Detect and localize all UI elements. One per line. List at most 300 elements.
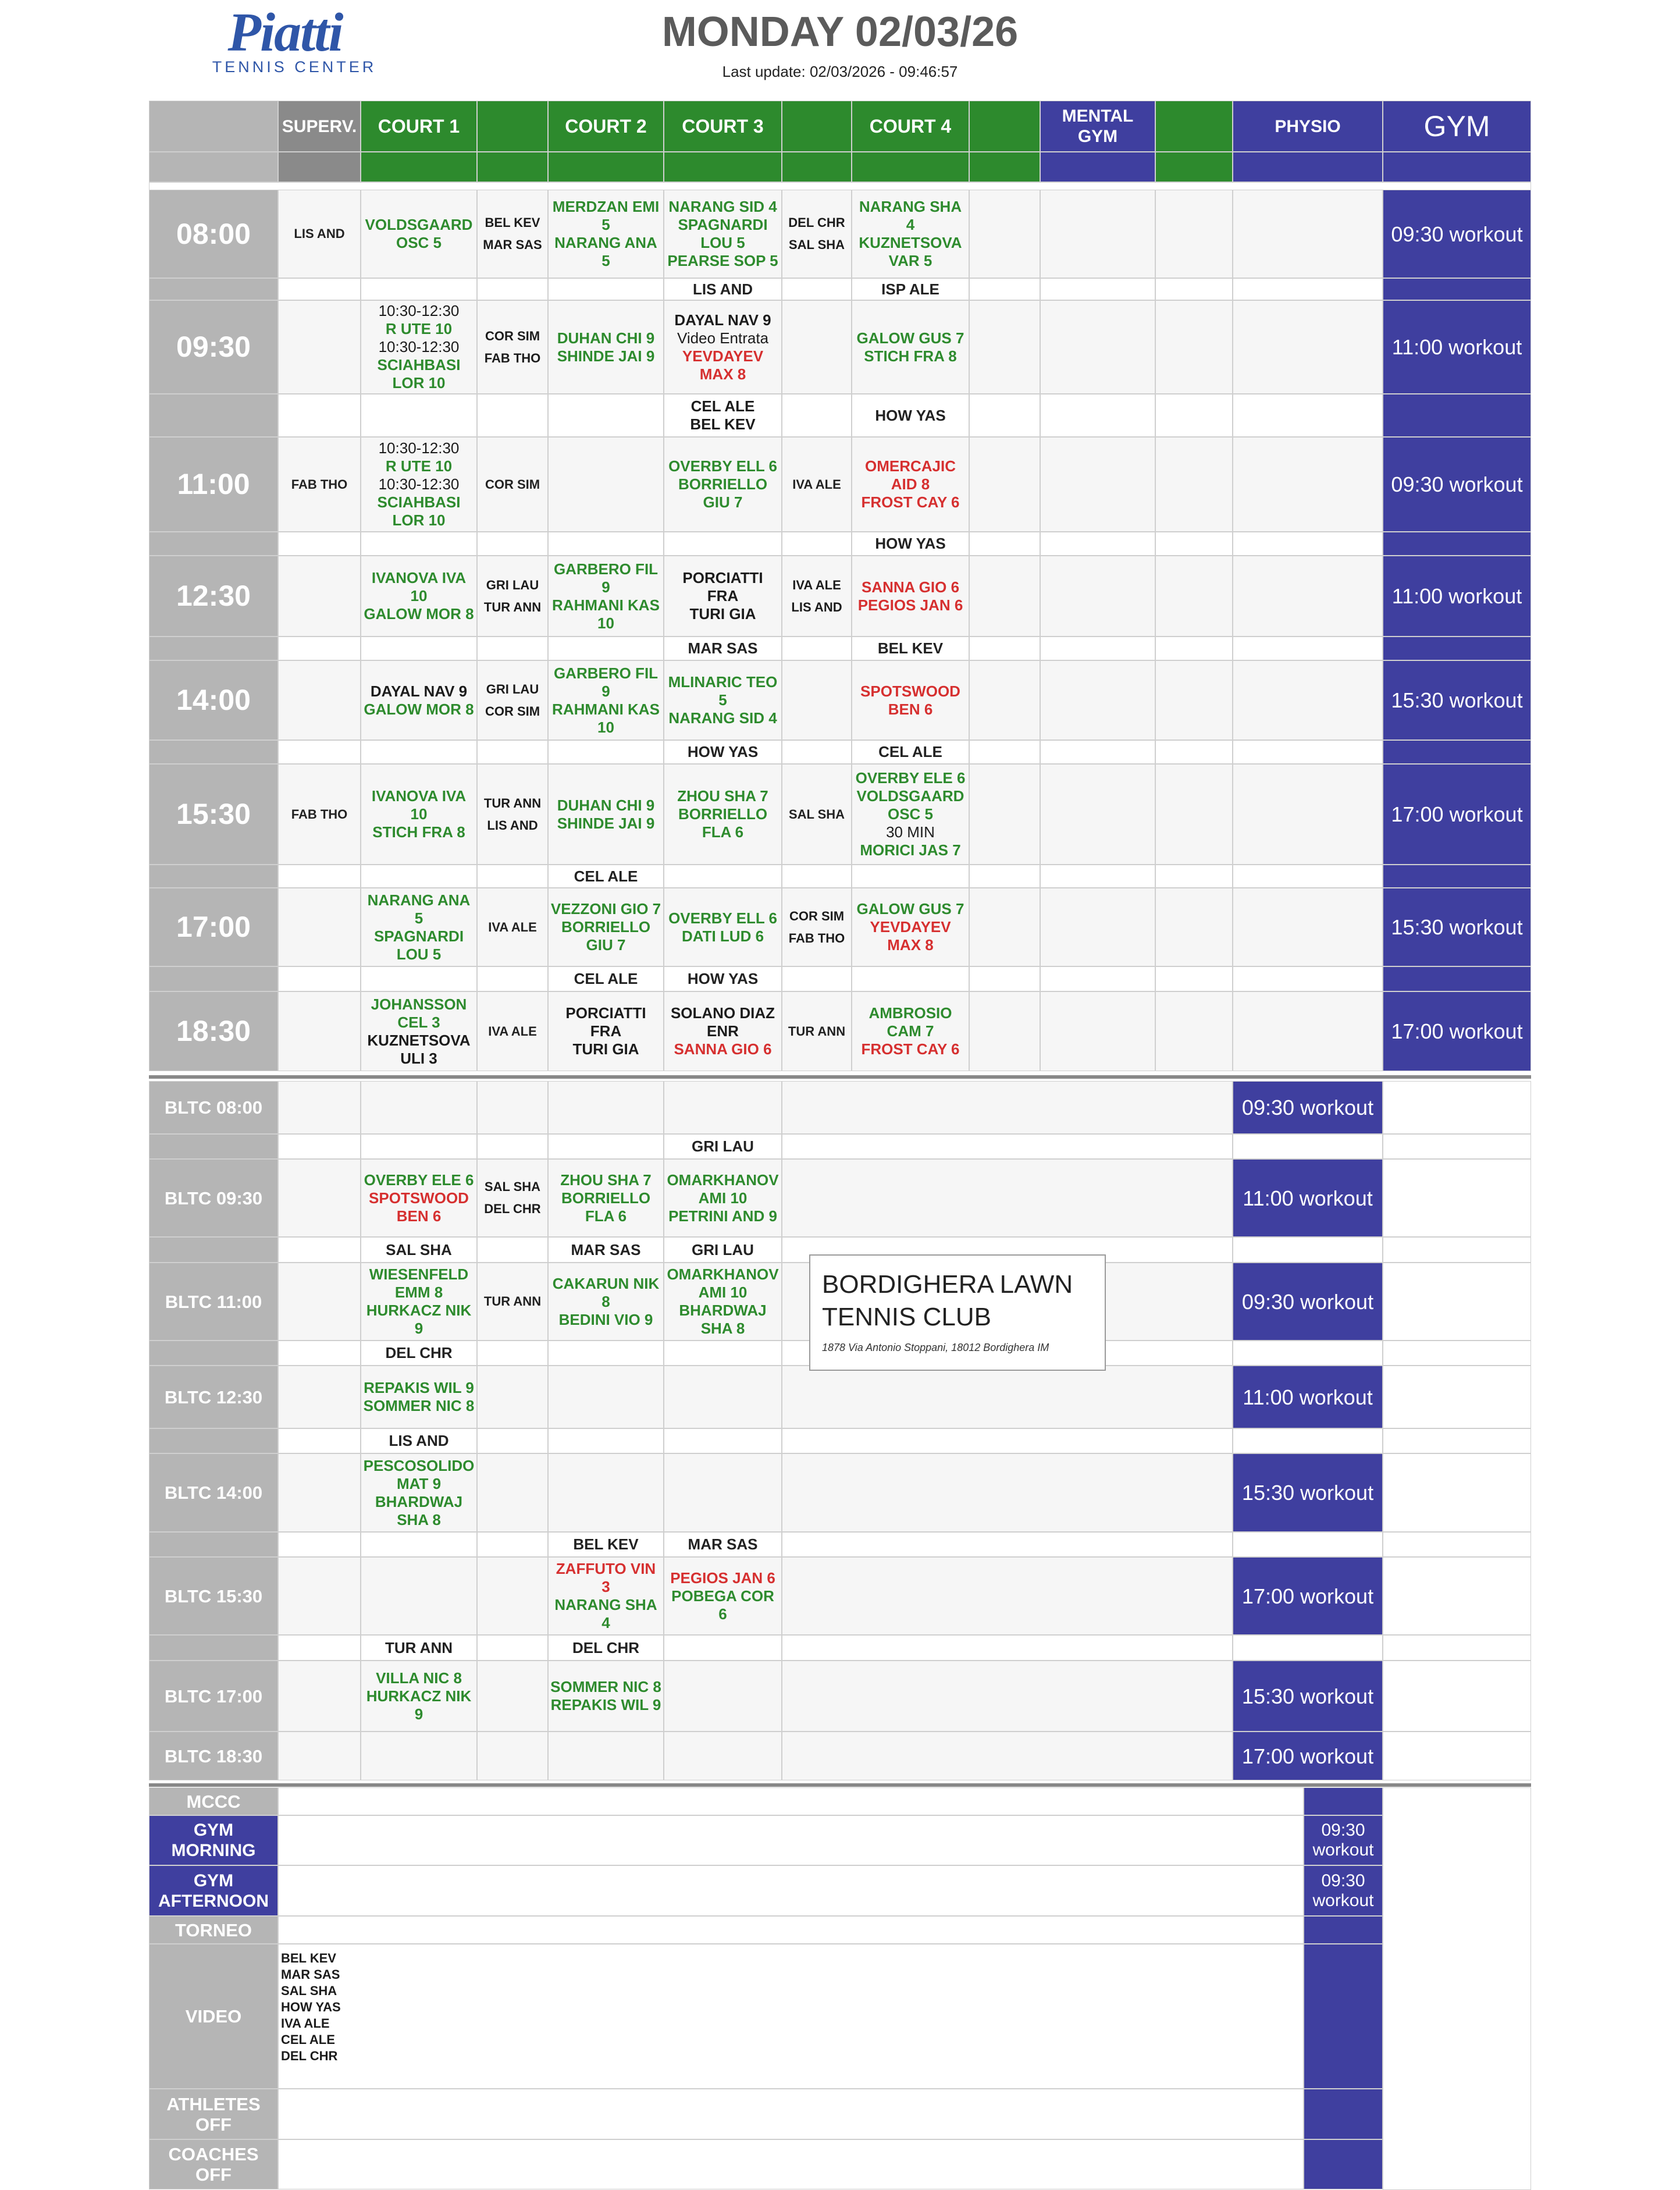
changeover-cell: [477, 278, 548, 300]
header-court-gap: [969, 101, 1040, 152]
time-slot-spacer: [149, 966, 278, 991]
schedule-cell: [852, 437, 969, 532]
entry-line: 10:30-12:30: [378, 302, 460, 319]
gym-cell: [1383, 278, 1531, 300]
entry-line: YEVDAYEV MAX 8: [682, 347, 764, 383]
schedule-cell: [548, 764, 664, 865]
schedule-cell: TUR ANN: [782, 991, 852, 1071]
entry-line: SOMMER NIC 8: [550, 1678, 661, 1695]
schedule-cell: [548, 991, 664, 1071]
changeover-cell: [782, 966, 852, 991]
bltc-open-area: [782, 1732, 1233, 1780]
schedule-cell: IVA ALE: [782, 437, 852, 532]
entry-line: TUR ANN: [483, 599, 542, 614]
changeover-cell: [664, 1341, 782, 1366]
entry-line: ZHOU SHA 7: [560, 1171, 652, 1189]
header-strip: [278, 152, 361, 182]
schedule-cell: [782, 556, 852, 637]
info-row-content: [278, 2139, 1304, 2189]
schedule-cell: [664, 1557, 782, 1635]
entry-line: NARANG ANA 5: [367, 891, 471, 927]
schedule-cell: [1040, 888, 1155, 966]
last-update: Last update: 02/03/2026 - 09:46:57: [722, 63, 958, 80]
header-strip: [477, 152, 548, 182]
schedule-cell: [361, 1732, 477, 1780]
schedule-cell: [477, 1081, 548, 1134]
changeover-cell: MAR SAS: [664, 637, 782, 660]
gym-empty-cell: [1383, 1532, 1531, 1557]
entry-line: OVERBY ELL 6: [668, 457, 777, 475]
changeover-cell: [361, 865, 477, 888]
changeover-cell: [278, 637, 361, 660]
entry-line: BEL KEV: [485, 215, 540, 230]
time-label: 18:30: [149, 991, 278, 1071]
header-court-4: COURT 4: [852, 101, 969, 152]
entry-line: KUZNETSOVA ULI 3: [367, 1031, 471, 1067]
entry-line: GARBERO FIL 9: [553, 664, 659, 700]
changeover-cell: [477, 1428, 548, 1453]
entry-line: BEL KEV: [281, 1951, 336, 1965]
schedule-cell: IVA ALE: [477, 888, 548, 966]
entry-line: ZAFFUTO VIN 3: [556, 1560, 656, 1595]
entry-line: BORRIELLO FLA 6: [678, 805, 768, 841]
entry-line: VOLDSGAARD OSC 5: [365, 216, 473, 251]
changeover-cell: HOW YAS: [852, 532, 969, 556]
entry-line: TUR ANN: [483, 795, 542, 810]
schedule-cell: [548, 1081, 664, 1134]
entry-line: BHARDWAJ SHA 8: [679, 1302, 767, 1337]
changeover-cell: MAR SAS: [664, 1532, 782, 1557]
entry-line: GALOW MOR 8: [364, 605, 474, 623]
changeover-cell: [548, 532, 664, 556]
changeover-cell: [278, 1341, 361, 1366]
schedule-cell: COR SIM: [477, 437, 548, 532]
schedule-grid: [149, 101, 1531, 2190]
schedule-cell: FAB THO: [278, 764, 361, 865]
bltc-open-area: [782, 1159, 1233, 1237]
changeover-cell: [1233, 865, 1383, 888]
gym-empty-cell: [1383, 1159, 1531, 1237]
schedule-cell: [1155, 437, 1233, 532]
physio-cell: [1233, 1532, 1383, 1557]
entry-line: BEDINI VIO 9: [558, 1310, 653, 1328]
schedule-cell: [1233, 660, 1383, 740]
changeover-cell: [477, 966, 548, 991]
schedule-cell: [278, 300, 361, 394]
changeover-cell: [1155, 394, 1233, 437]
gym-cell: 15:30 workout: [1383, 888, 1531, 966]
schedule-cell: IVA ALE: [477, 991, 548, 1071]
changeover-cell: HOW YAS: [664, 966, 782, 991]
schedule-cell: [477, 190, 548, 278]
bltc-open-area: [782, 1081, 1233, 1134]
schedule-cell: [278, 1453, 361, 1532]
schedule-cell: [548, 190, 664, 278]
changeover-cell: [361, 740, 477, 764]
changeover-cell: [782, 740, 852, 764]
changeover-cell: [969, 637, 1040, 660]
changeover-cell: [548, 394, 664, 437]
changeover-cell: [548, 1341, 664, 1366]
schedule-cell: [477, 1453, 548, 1532]
gym-empty-cell: [1383, 1557, 1531, 1635]
changeover-cell: [1040, 637, 1155, 660]
entry-line: PETRINI AND 9: [668, 1207, 777, 1225]
schedule-cell: [278, 1263, 361, 1341]
schedule-cell: [664, 1081, 782, 1134]
info-row-content: [278, 1944, 1304, 2089]
schedule-cell: [852, 556, 969, 637]
info-row-side: [1304, 1787, 1383, 1815]
entry-line: ZHOU SHA 7: [677, 787, 768, 805]
changeover-cell: [852, 966, 969, 991]
header-superv: SUPERV.: [278, 101, 361, 152]
entry-line: OVERBY ELE 6: [855, 769, 966, 787]
changeover-cell: CEL ALE: [852, 740, 969, 764]
entry-line: DEL CHR: [788, 215, 845, 230]
schedule-cell: [361, 888, 477, 966]
entry-line: NARANG SID 4: [668, 709, 777, 727]
section-divider: [149, 1783, 1531, 1787]
schedule-cell: [664, 660, 782, 740]
entry-line: BORRIELLO GIU 7: [678, 475, 768, 511]
info-row-content: [278, 2089, 1304, 2139]
entry-line: CEL ALE: [281, 2032, 335, 2047]
entry-line: FAB THO: [788, 930, 845, 945]
schedule-cell: [782, 300, 852, 394]
changeover-cell: [278, 966, 361, 991]
info-row-content: [278, 1787, 1304, 1815]
schedule-cell: [969, 556, 1040, 637]
changeover-cell: [1155, 637, 1233, 660]
changeover-cell: LIS AND: [664, 278, 782, 300]
changeover-cell: [782, 865, 852, 888]
schedule-cell: [852, 660, 969, 740]
changeover-cell: [548, 278, 664, 300]
changeover-cell: [477, 1237, 548, 1263]
schedule-cell: [664, 556, 782, 637]
gym-cell: 09:30 workout: [1383, 190, 1531, 278]
header-strip: [969, 152, 1040, 182]
gym-cell: 17:00 workout: [1383, 991, 1531, 1071]
changeover-cell: [852, 865, 969, 888]
changeover-cell: [477, 1341, 548, 1366]
schedule-cell: [548, 437, 664, 532]
schedule-cell: [1155, 764, 1233, 865]
bltc-open-area: [782, 1134, 1233, 1159]
entry-line: NARANG ANA 5: [554, 234, 657, 269]
changeover-cell: DEL CHR: [361, 1341, 477, 1366]
changeover-cell: [361, 637, 477, 660]
changeover-cell: [548, 637, 664, 660]
changeover-cell: [1040, 966, 1155, 991]
info-row-side: 09:30 workout: [1304, 1815, 1383, 1865]
changeover-cell: [664, 532, 782, 556]
bltc-time-label: BLTC 12:30: [149, 1366, 278, 1428]
schedule-cell: [1040, 556, 1155, 637]
changeover-cell: [969, 966, 1040, 991]
entry-line: BHARDWAJ SHA 8: [375, 1492, 463, 1528]
changeover-cell: [278, 1134, 361, 1159]
time-slot-spacer: [149, 1237, 278, 1263]
entry-line: AMBROSIO CAM 7: [869, 1004, 952, 1040]
entry-line: SAL SHA: [788, 237, 845, 252]
schedule-cell: [782, 190, 852, 278]
changeover-cell: [361, 1532, 477, 1557]
entry-line: NARANG SHA 4: [554, 1596, 657, 1631]
entry-line: VOLDSGAARD OSC 5: [856, 787, 964, 823]
entry-line: SAL SHA: [281, 1983, 337, 1998]
info-row-label: TORNEO: [149, 1916, 278, 1944]
changeover-cell: DEL CHR: [548, 1635, 664, 1661]
schedule-cell: [1233, 888, 1383, 966]
schedule-cell: [361, 1366, 477, 1428]
entry-line: TURI GIA: [689, 605, 756, 623]
changeover-cell: [1040, 278, 1155, 300]
time-slot-spacer: [149, 394, 278, 437]
schedule-cell: [361, 991, 477, 1071]
entry-line: COR SIM: [485, 703, 540, 719]
schedule-cell: [664, 764, 782, 865]
schedule-cell: [477, 660, 548, 740]
changeover-cell: [278, 740, 361, 764]
changeover-cell: [477, 740, 548, 764]
changeover-cell: [361, 966, 477, 991]
time-slot-spacer: [149, 1428, 278, 1453]
time-slot-spacer: [149, 740, 278, 764]
entry-line: NARANG SID 4: [668, 198, 777, 215]
changeover-cell: [477, 394, 548, 437]
schedule-cell: [664, 190, 782, 278]
logo-subtitle: TENNIS CENTER: [212, 58, 377, 76]
schedule-cell: [278, 556, 361, 637]
entry-line: GALOW GUS 7: [856, 900, 964, 918]
entry-line: BORRIELLO FLA 6: [561, 1189, 651, 1225]
schedule-cell: [477, 764, 548, 865]
schedule-cell: [548, 300, 664, 394]
physio-cell: [1233, 1428, 1383, 1453]
schedule-cell: [782, 888, 852, 966]
schedule-cell: [969, 300, 1040, 394]
schedule-cell: [1155, 190, 1233, 278]
schedule-cell: [548, 660, 664, 740]
changeover-cell: LIS AND: [361, 1428, 477, 1453]
changeover-cell: MAR SAS: [548, 1237, 664, 1263]
changeover-cell: [1233, 637, 1383, 660]
gym-cell: [1383, 865, 1531, 888]
schedule-cell: [361, 764, 477, 865]
header-corner: [149, 101, 278, 152]
changeover-cell: [1040, 394, 1155, 437]
page-title: MONDAY 02/03/26: [661, 9, 1019, 55]
header-strip: [1233, 152, 1383, 182]
schedule-cell: [852, 190, 969, 278]
time-slot-spacer: [149, 637, 278, 660]
schedule-cell: [1040, 764, 1155, 865]
bltc-time-label: BLTC 09:30: [149, 1159, 278, 1237]
info-row-label: VIDEO: [149, 1944, 278, 2089]
time-slot-spacer: [149, 1341, 278, 1366]
entry-line: KUZNETSOVA VAR 5: [859, 234, 962, 269]
schedule-cell: [548, 1263, 664, 1341]
entry-line: POBEGA COR 6: [671, 1587, 774, 1623]
entry-line: SAL SHA: [484, 1179, 541, 1194]
schedule-cell: [477, 556, 548, 637]
entry-line: COR SIM: [485, 328, 540, 343]
schedule-cell: [664, 1661, 782, 1732]
schedule-cell: [361, 1557, 477, 1635]
logo-word: Piatti: [227, 2, 343, 63]
changeover-cell: [1233, 532, 1383, 556]
schedule-cell: [1233, 437, 1383, 532]
info-row-content: [278, 1815, 1304, 1865]
changeover-cell: [361, 278, 477, 300]
entry-line: OMARKHANOV AMI 10: [667, 1265, 779, 1301]
schedule-cell: [1040, 437, 1155, 532]
entry-line: OVERBY ELL 6: [668, 909, 777, 927]
schedule-cell: [548, 1557, 664, 1635]
entry-line: SPOTSWOOD BEN 6: [369, 1189, 469, 1225]
entry-line: PEGIOS JAN 6: [670, 1569, 775, 1587]
schedule-cell: [1040, 991, 1155, 1071]
schedule-cell: [1155, 300, 1233, 394]
header-gym: GYM: [1383, 101, 1531, 152]
schedule-cell: [548, 1453, 664, 1532]
entry-line: DAYAL NAV 9: [370, 682, 468, 700]
changeover-cell: [1155, 740, 1233, 764]
changeover-cell: CEL ALE: [548, 865, 664, 888]
schedule-cell: [782, 660, 852, 740]
changeover-cell: [1233, 394, 1383, 437]
entry-line: SANNA GIO 6: [674, 1040, 772, 1058]
gym-cell: 11:00 workout: [1383, 556, 1531, 637]
changeover-cell: GRI LAU: [664, 1237, 782, 1263]
changeover-cell: [477, 865, 548, 888]
schedule-cell: [548, 888, 664, 966]
header-court-gap: [477, 101, 548, 152]
entry-line: SPOTSWOOD BEN 6: [860, 682, 960, 718]
physio-cell: 11:00 workout: [1233, 1159, 1383, 1237]
header-mental-gym: MENTAL GYM: [1040, 101, 1155, 152]
info-row-side: [1304, 2089, 1383, 2139]
entry-line: 10:30-12:30: [378, 439, 460, 457]
gym-empty-cell: [1383, 1341, 1531, 1366]
bltc-time-label: BLTC 18:30: [149, 1732, 278, 1780]
entry-line: SOMMER NIC 8: [363, 1397, 475, 1414]
schedule-cell: [278, 888, 361, 966]
entry-line: SHINDE JAI 9: [557, 814, 655, 832]
bltc-time-label: BLTC 08:00: [149, 1081, 278, 1134]
changeover-cell: [969, 532, 1040, 556]
changeover-cell: [782, 394, 852, 437]
gym-empty-cell: [1383, 1237, 1531, 1263]
gym-empty-cell: [1383, 1635, 1531, 1661]
changeover-cell: [664, 394, 782, 437]
bltc-open-area: [782, 1532, 1233, 1557]
schedule-cell: [852, 991, 969, 1071]
entry-line: IVA ALE: [792, 577, 841, 592]
schedule-cell: FAB THO: [278, 437, 361, 532]
schedule-cell: [278, 1557, 361, 1635]
changeover-cell: [1155, 278, 1233, 300]
entry-line: IVANOVA IVA 10: [371, 569, 467, 605]
schedule-cell: [969, 437, 1040, 532]
changeover-cell: [1040, 740, 1155, 764]
changeover-cell: [361, 394, 477, 437]
header-physio: PHYSIO: [1233, 101, 1383, 152]
header-court-2: COURT 2: [548, 101, 664, 152]
entry-line: LIS AND: [487, 817, 538, 833]
entry-line: OVERBY ELE 6: [364, 1171, 474, 1189]
changeover-cell: ISP ALE: [852, 278, 969, 300]
changeover-cell: [782, 637, 852, 660]
time-slot-spacer: [149, 532, 278, 556]
entry-line: RAHMANI KAS 10: [552, 596, 660, 632]
schedule-cell: [361, 1159, 477, 1237]
club-address: 1878 Via Antonio Stoppani, 18012 Bordighera IM: [822, 1342, 1049, 1353]
entry-line: STICH FRA 8: [864, 347, 957, 365]
entry-line: BEL KEV: [690, 415, 756, 433]
gym-cell: [1383, 532, 1531, 556]
schedule-cell: [361, 300, 477, 394]
schedule-cell: [278, 1081, 361, 1134]
schedule-cell: [361, 437, 477, 532]
changeover-cell: HOW YAS: [664, 740, 782, 764]
schedule-cell: TUR ANN: [477, 1263, 548, 1341]
bltc-open-area: [782, 1635, 1233, 1661]
changeover-cell: [664, 1428, 782, 1453]
gym-cell: 11:00 workout: [1383, 300, 1531, 394]
entry-line: MAR SAS: [281, 1967, 340, 1982]
schedule-cell: [1233, 764, 1383, 865]
bltc-open-area: [782, 1661, 1233, 1732]
schedule-cell: [548, 1366, 664, 1428]
entry-line: MAR SAS: [483, 237, 542, 252]
entry-line: SPAGNARDI LOU 5: [373, 927, 464, 963]
changeover-cell: [477, 1532, 548, 1557]
schedule-cell: [969, 888, 1040, 966]
changeover-cell: [782, 532, 852, 556]
info-row-label: GYM AFTERNOON: [149, 1865, 278, 1916]
schedule-cell: [548, 1732, 664, 1780]
info-row-label: GYM MORNING: [149, 1815, 278, 1865]
changeover-cell: [548, 1428, 664, 1453]
info-row-side: [1304, 1916, 1383, 1944]
header-court-gap: [782, 101, 852, 152]
club-info-box: [809, 1254, 1106, 1371]
entry-line: PORCIATTI FRA: [682, 569, 763, 605]
changeover-cell: [969, 865, 1040, 888]
changeover-cell: CEL ALE: [548, 966, 664, 991]
entry-line: SCIAHBASI LOR 10: [377, 493, 461, 529]
info-row-label: MCCC: [149, 1787, 278, 1815]
entry-line: SHINDE JAI 9: [557, 347, 655, 365]
changeover-cell: [548, 740, 664, 764]
changeover-cell: [361, 1134, 477, 1159]
bltc-open-area: [782, 1453, 1233, 1532]
schedule-cell: [1040, 190, 1155, 278]
schedule-cell: [361, 1453, 477, 1532]
header-strip: [1383, 152, 1531, 182]
schedule-cell: [664, 1366, 782, 1428]
entry-line: GALOW MOR 8: [364, 700, 474, 718]
gym-empty-cell: [1383, 1428, 1531, 1453]
schedule-cell: [664, 437, 782, 532]
schedule-cell: [1155, 556, 1233, 637]
gym-empty-cell: [1383, 1732, 1531, 1780]
time-label: 12:30: [149, 556, 278, 637]
schedule-cell: [1155, 888, 1233, 966]
